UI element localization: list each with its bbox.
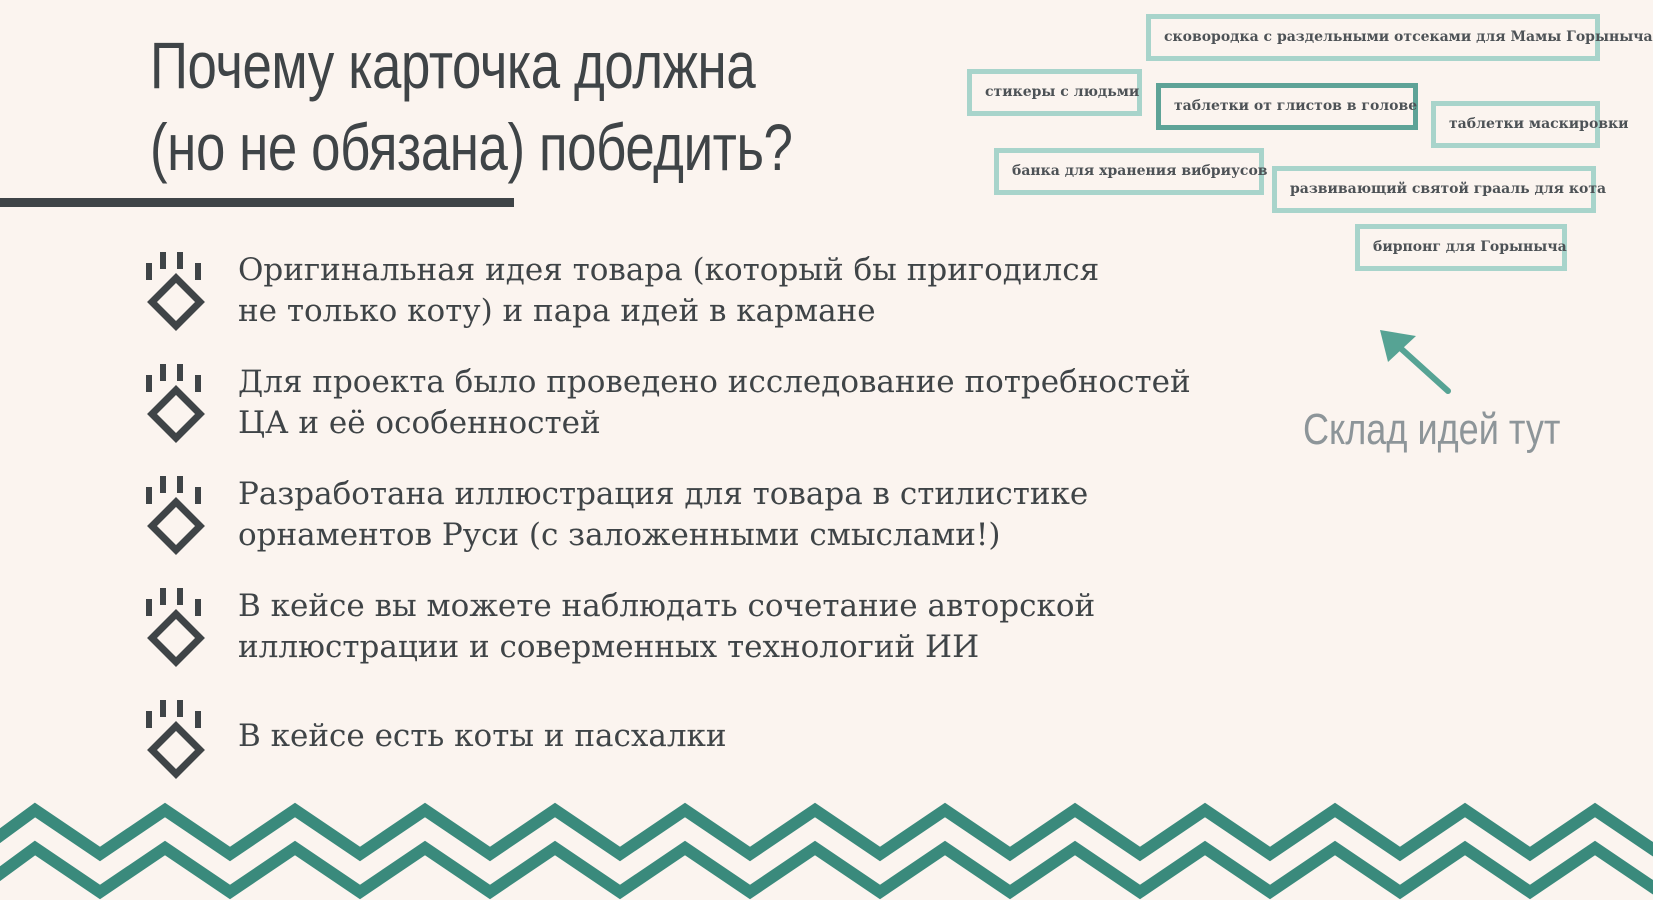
bullet-item-3 (146, 474, 1246, 554)
idea-tag-frying-pan: сковородка с раздельными отсеками для Мамы Горыныча (1146, 14, 1600, 61)
idea-tag-pills-camouflage: таблетки маскировки (1431, 101, 1600, 148)
paw-ornament-icon (146, 362, 208, 442)
bullet-item-4 (146, 586, 1246, 666)
idea-tag-beer-pong: бирпонг для Горыныча (1355, 224, 1567, 271)
idea-tag-holy-grail: развивающий святой грааль для кота (1272, 166, 1596, 213)
bullet-line: орнаментов Руси (с заложенными смыслами!) (238, 517, 1001, 553)
arrow-up-left-icon (1380, 330, 1452, 394)
bullet-line: иллюстрации и соверменных технологий ИИ (238, 629, 980, 665)
idea-stash-label: Склад идей тут (1303, 405, 1561, 454)
bullet-text-2 (238, 362, 1248, 444)
paw-ornament-icon (146, 698, 208, 778)
idea-tag-pills-worms: таблетки от глистов в голове (1156, 83, 1418, 130)
bullet-list (146, 0, 1246, 800)
bullet-line: Для проекта было проведено исследование потребностей (238, 364, 1191, 400)
bullet-text-5 (238, 716, 1248, 757)
bullet-line: не только коту) и пара идей в кармане (238, 293, 876, 329)
paw-ornament-icon (146, 586, 208, 666)
paw-ornament-icon (146, 474, 208, 554)
bullet-line: В кейсе вы можете наблюдать сочетание авторской (238, 588, 1096, 624)
bullet-line: ЦА и её особенностей (238, 405, 601, 441)
bullet-text-4 (238, 586, 1248, 668)
bullet-item-1 (146, 250, 1246, 330)
idea-tag-stickers: стикеры с людьми (967, 69, 1142, 116)
bullet-text-3 (238, 474, 1248, 556)
bullet-item-5 (146, 698, 1246, 778)
bullet-item-2 (146, 362, 1246, 442)
bullet-line: Разработана иллюстрация для товара в стилистике (238, 476, 1089, 512)
slide-title-line-1: Почему карточка должна (150, 28, 756, 102)
bullet-text-1 (238, 250, 1248, 332)
bullet-line: В кейсе есть коты и пасхалки (238, 718, 727, 754)
zigzag-ornament-border (0, 808, 1600, 900)
bullet-line: Оригинальная идея товара (который бы пригодился (238, 252, 1100, 288)
paw-ornament-icon (146, 250, 208, 330)
slide-title-line-2: (но не обязана) победить? (150, 110, 793, 184)
idea-tag-whisker-jar: банка для хранения вибриусов (994, 148, 1264, 195)
